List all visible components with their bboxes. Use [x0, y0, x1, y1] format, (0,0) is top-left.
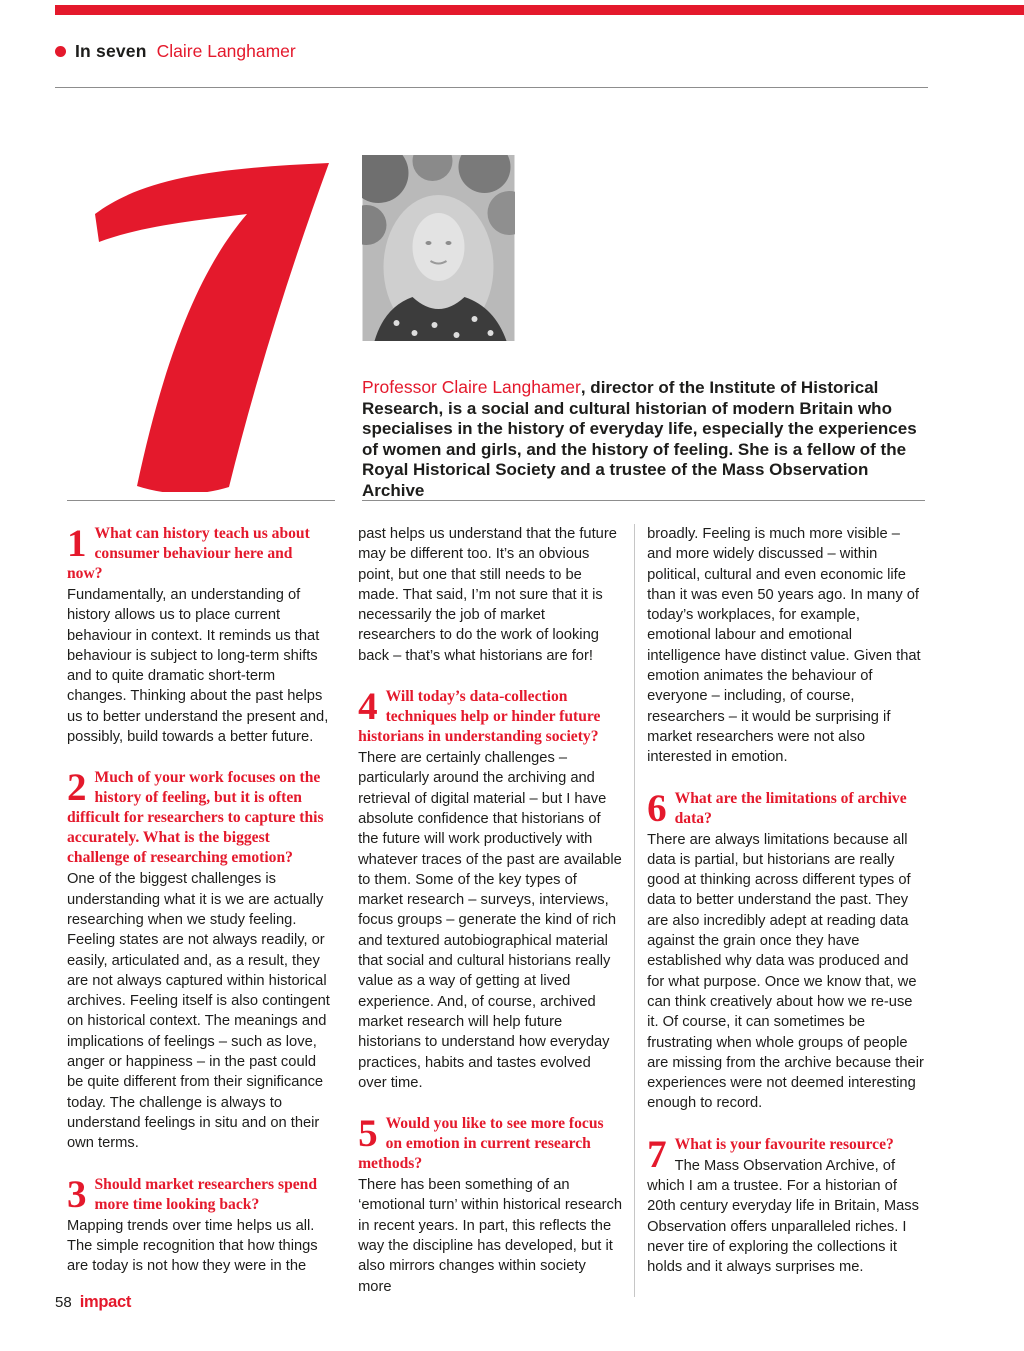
- qa-item-2: [67, 768, 331, 1153]
- answer-text: Mapping trends over time helps us all. The simple recognition that how things are today is not how they were in the: [67, 1217, 318, 1275]
- author-name: Claire Langhamer: [156, 41, 296, 61]
- column-1: [67, 524, 331, 1297]
- page-header: [55, 41, 296, 62]
- question-text: Should market researchers spend more time looking back?: [94, 1175, 318, 1213]
- bio-paragraph: [362, 377, 934, 502]
- top-red-bar: [55, 5, 1024, 15]
- column-3: [634, 524, 925, 1297]
- qa-item-6: [647, 786, 925, 1114]
- question-text: Would you like to see more focus on emotion in current research methods?: [358, 1115, 604, 1173]
- answer-continuation: broadly. Feeling is much more visible – and more widely discussed – within political, cultural and even economic life than it was even 50 years ago. In many of today’s workplaces, for example, emotional labour and emotional intelligence have distinct value. Given that emotion animates the behaviour of everyone – including, of course, researchers – it would be surprising if market researchers were not also interested in emotion.: [647, 526, 921, 766]
- question-text: Will today’s data-collection techniques help or hinder future historians in understanding society?: [358, 688, 601, 746]
- qa-item-7: [647, 1132, 925, 1278]
- answer-text: There are always limitations because all data is partial, but historians are really good at thinking across different types of data to better understand the past. They are also incredibly adept at reading data against the grain once they have established why data was produced and for what purpose. Once we know that, we can think creatively about how we re-use it. Of course, it can sometimes be frustrating when whole groups of people are missing from the archive because their experiences were not deemed interesting enough to record.: [647, 831, 924, 1112]
- answer-text: One of the biggest challenges is understanding what it is we are actually researching when we study feeling. Feeling states are not always readily, or easily, articulated and, as a result, they are not always captured within historical archives. Feeling itself is also contingent on historical context. The meanings and implications of feelings – such as love, anger or happiness – in the past could be quite different from their significance today. The challenge is always to understand feelings in situ and on their own terms.: [67, 871, 330, 1152]
- answer-text: There are certainly challenges – particularly around the archiving and retrieval of digital material – but I have absolute confidence that historians of the future will work productively with whatever traces of the past are available to them. Some of the key types of market research – surveys, interviews, focus groups – generate the kind of rich and textured autobiographical material that social and cultural historians really value as a way of getting at lived experience. And, of course, archived market research will help future historians to understand how everyday practices, habits and tastes evolved over time.: [358, 750, 622, 1091]
- question-text: What are the limitations of archive data?: [674, 789, 907, 827]
- big-number-7-graphic: [76, 150, 336, 492]
- qa-item-4: [358, 687, 622, 1093]
- question-number: 7: [647, 1132, 667, 1176]
- qa-columns: [67, 524, 925, 1297]
- question-text: What is your favourite resource?: [674, 1135, 894, 1153]
- portrait-photo-graphic: [362, 155, 515, 341]
- page-footer: [55, 1293, 131, 1312]
- page-number: 58: [55, 1294, 72, 1311]
- qa-item-1: [67, 524, 331, 747]
- bio-text: , director of the Institute of Historical Research, is a social and cultural historian of modern Britain who specialises in the history of everyday life, especially the experiences of women and girls, and the history of feeling. She is a fellow of the Royal Historical Society and a trustee of the Mass Observation Archive: [362, 378, 917, 500]
- big-number-7: [76, 150, 336, 492]
- magazine-logo: impact: [79, 1293, 132, 1311]
- answer-text: There has been something of an ‘emotional turn’ within historical research in recent years. In part, this reflects the way the discipline has developed, but it also mirrors changes within society more: [358, 1177, 623, 1295]
- header-rule: [55, 87, 928, 88]
- question-number: 1: [67, 522, 87, 565]
- answer-text: The Mass Observation Archive, of which I am a trustee. For a historian of 20th century everyday life in Britain, Mass Observation offers unparalleled riches. I never tire of exploring the collections it holds and it always surprises me.: [647, 1157, 919, 1276]
- question-number: 3: [67, 1172, 87, 1216]
- question-number: 4: [358, 685, 378, 729]
- question-text: Much of your work focuses on the history of feeling, but it is often difficult for researchers to capture this accurately. What is the biggest challenge of researching emotion?: [67, 769, 324, 867]
- bio-name: Professor Claire Langhamer: [362, 377, 581, 397]
- portrait-photo: [362, 155, 515, 341]
- divider-rule-right: [362, 500, 925, 501]
- qa-item-5: [358, 1114, 622, 1297]
- answer-continuation: past helps us understand that the future may be different too. It’s an obvious point, but one that still needs to be made. That said, I’m not sure that it is necessarily the job of market researchers to do the work of looking back – that’s what historians are for!: [358, 526, 617, 664]
- qa-item-3: [67, 1172, 331, 1277]
- question-text: What can history teach us about consumer behaviour here and now?: [67, 525, 310, 582]
- section-label: In seven: [75, 41, 147, 61]
- column-2: [358, 524, 622, 1297]
- divider-rule-left: [67, 500, 335, 501]
- question-number: 2: [67, 766, 87, 810]
- red-dot-icon: [55, 46, 66, 57]
- question-number: 5: [358, 1112, 378, 1156]
- question-number: 6: [647, 786, 667, 830]
- answer-text: Fundamentally, an understanding of history allows us to place current behaviour in context. It reminds us that behaviour is subject to long-term shifts and to quite dramatic short-term changes. Thinking about the past helps us to better understand the present and, possibly, build towards a better future.: [67, 587, 329, 746]
